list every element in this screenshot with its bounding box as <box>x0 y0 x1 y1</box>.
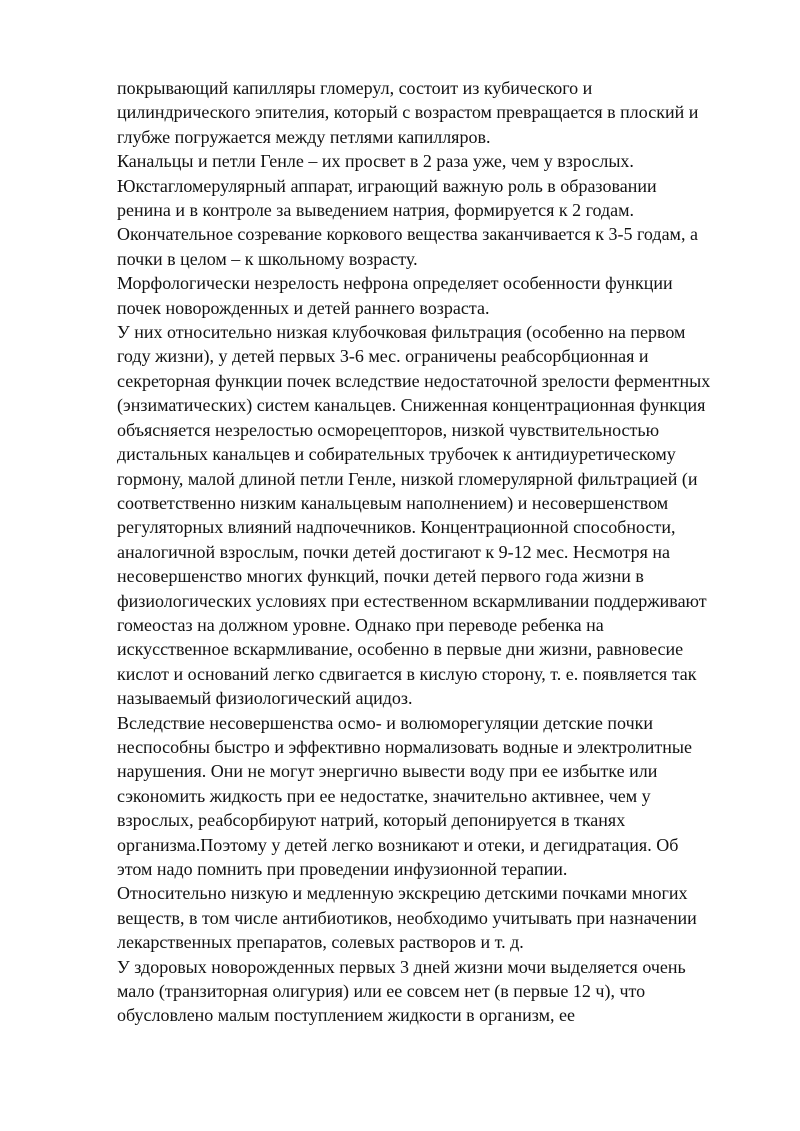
text-line: веществ, в том числе антибиотиков, необходимо учитывать при назначении <box>117 907 697 928</box>
text-line: кислот и оснований легко сдвигается в кислую сторону, т. е. появляется так <box>117 663 697 684</box>
text-line: секреторная функции почек вследствие недостаточной зрелости ферментных <box>117 370 711 391</box>
text-line: мало (транзиторная олигурия) или ее совсем нет (в первые 12 ч), что <box>117 981 646 1002</box>
text-line: неспособны быстро и эффективно нормализовать водные и электролитные <box>117 736 692 757</box>
text-line: Относительно низкую и медленную экскрецию детскими почками многих <box>117 883 688 904</box>
text-line: ренина и в контроле за выведением натрия, формируется к 2 годам. <box>117 200 635 221</box>
text-line: взрослых, реабсорбируют натрий, который депонируется в тканях <box>117 810 626 831</box>
text-line: физиологических условиях при естественном вскармливании поддерживают <box>117 590 707 611</box>
text-line: этом надо помнить при проведении инфузионной терапии. <box>117 859 568 879</box>
text-line: почки в целом – к школьному возрасту. <box>117 248 418 269</box>
text-line: глубже погружается между петлями капилляров. <box>117 126 491 147</box>
text-line: гомеостаз на должном уровне. Однако при переводе ребенка на <box>117 614 604 635</box>
text-line: Юкстагломерулярный аппарат, играющий важную роль в образовании <box>117 175 657 196</box>
text-line: гормону, малой длиной петли Генле, низкой гломерулярной фильтрацией (и <box>117 468 698 489</box>
text-line: обусловлено малым поступлением жидкости в организм, ее <box>117 1005 575 1026</box>
text-line: (энзиматических) систем канальцев. Сниженная концентрационная функция <box>117 395 706 416</box>
text-line: искусственное вскармливание, особенно в первые дни жизни, равновесие <box>117 639 684 660</box>
text-line: году жизни), у детей первых 3-6 мес. ограничены реабсорбционная и <box>117 346 649 367</box>
text-line: регуляторных влияний надпочечников. Концентрационной способности, <box>117 517 676 538</box>
text-line: аналогичной взрослым, почки детей достигают к 9-12 мес. Несмотря на <box>117 541 670 562</box>
text-line: цилиндрического эпителия, который с возрастом превращается в плоский и <box>117 102 699 123</box>
text-line: У здоровых новорожденных первых 3 дней жизни мочи выделяется очень <box>117 956 686 977</box>
body-text <box>117 76 757 1028</box>
text-line: почек новорожденных и детей раннего возраста. <box>117 297 490 318</box>
text-line: У них относительно низкая клубочковая фильтрация (особенно на первом <box>117 322 686 343</box>
text-line: называемый физиологический ацидоз. <box>117 688 413 709</box>
text-line: Вследствие несовершенства осмо- и волюморегуляции детские почки <box>117 712 654 733</box>
text-line: Канальцы и петли Генле – их просвет в 2 раза уже, чем у взрослых. <box>117 151 634 172</box>
text-line: организма.Поэтому у детей легко возникают и отеки, и дегидратация. Об <box>117 834 679 855</box>
text-line: Морфологически незрелость нефрона определяет особенности функции <box>117 273 673 294</box>
text-line: дистальных канальцев и собирательных трубочек к антидиуретическому <box>117 444 676 465</box>
text-line: соответственно низким канальцевым наполнением) и несовершенством <box>117 492 669 513</box>
text-line: несовершенство многих функций, почки детей первого года жизни в <box>117 566 644 587</box>
text-line: покрывающий капилляры гломерул, состоит из кубического и <box>117 78 593 98</box>
text-line: нарушения. Они не могут энергично вывести воду при ее избытке или <box>117 761 658 782</box>
text-line: объясняется незрелостью осморецепторов, низкой чувствительностью <box>117 419 660 440</box>
text-line: Окончательное созревание коркового вещества заканчивается к 3-5 годам, а <box>117 224 698 245</box>
text-line: сэкономить жидкость при ее недостатке, значительно активнее, чем у <box>117 785 651 806</box>
text-line: лекарственных препаратов, солевых растворов и т. д. <box>117 932 524 953</box>
